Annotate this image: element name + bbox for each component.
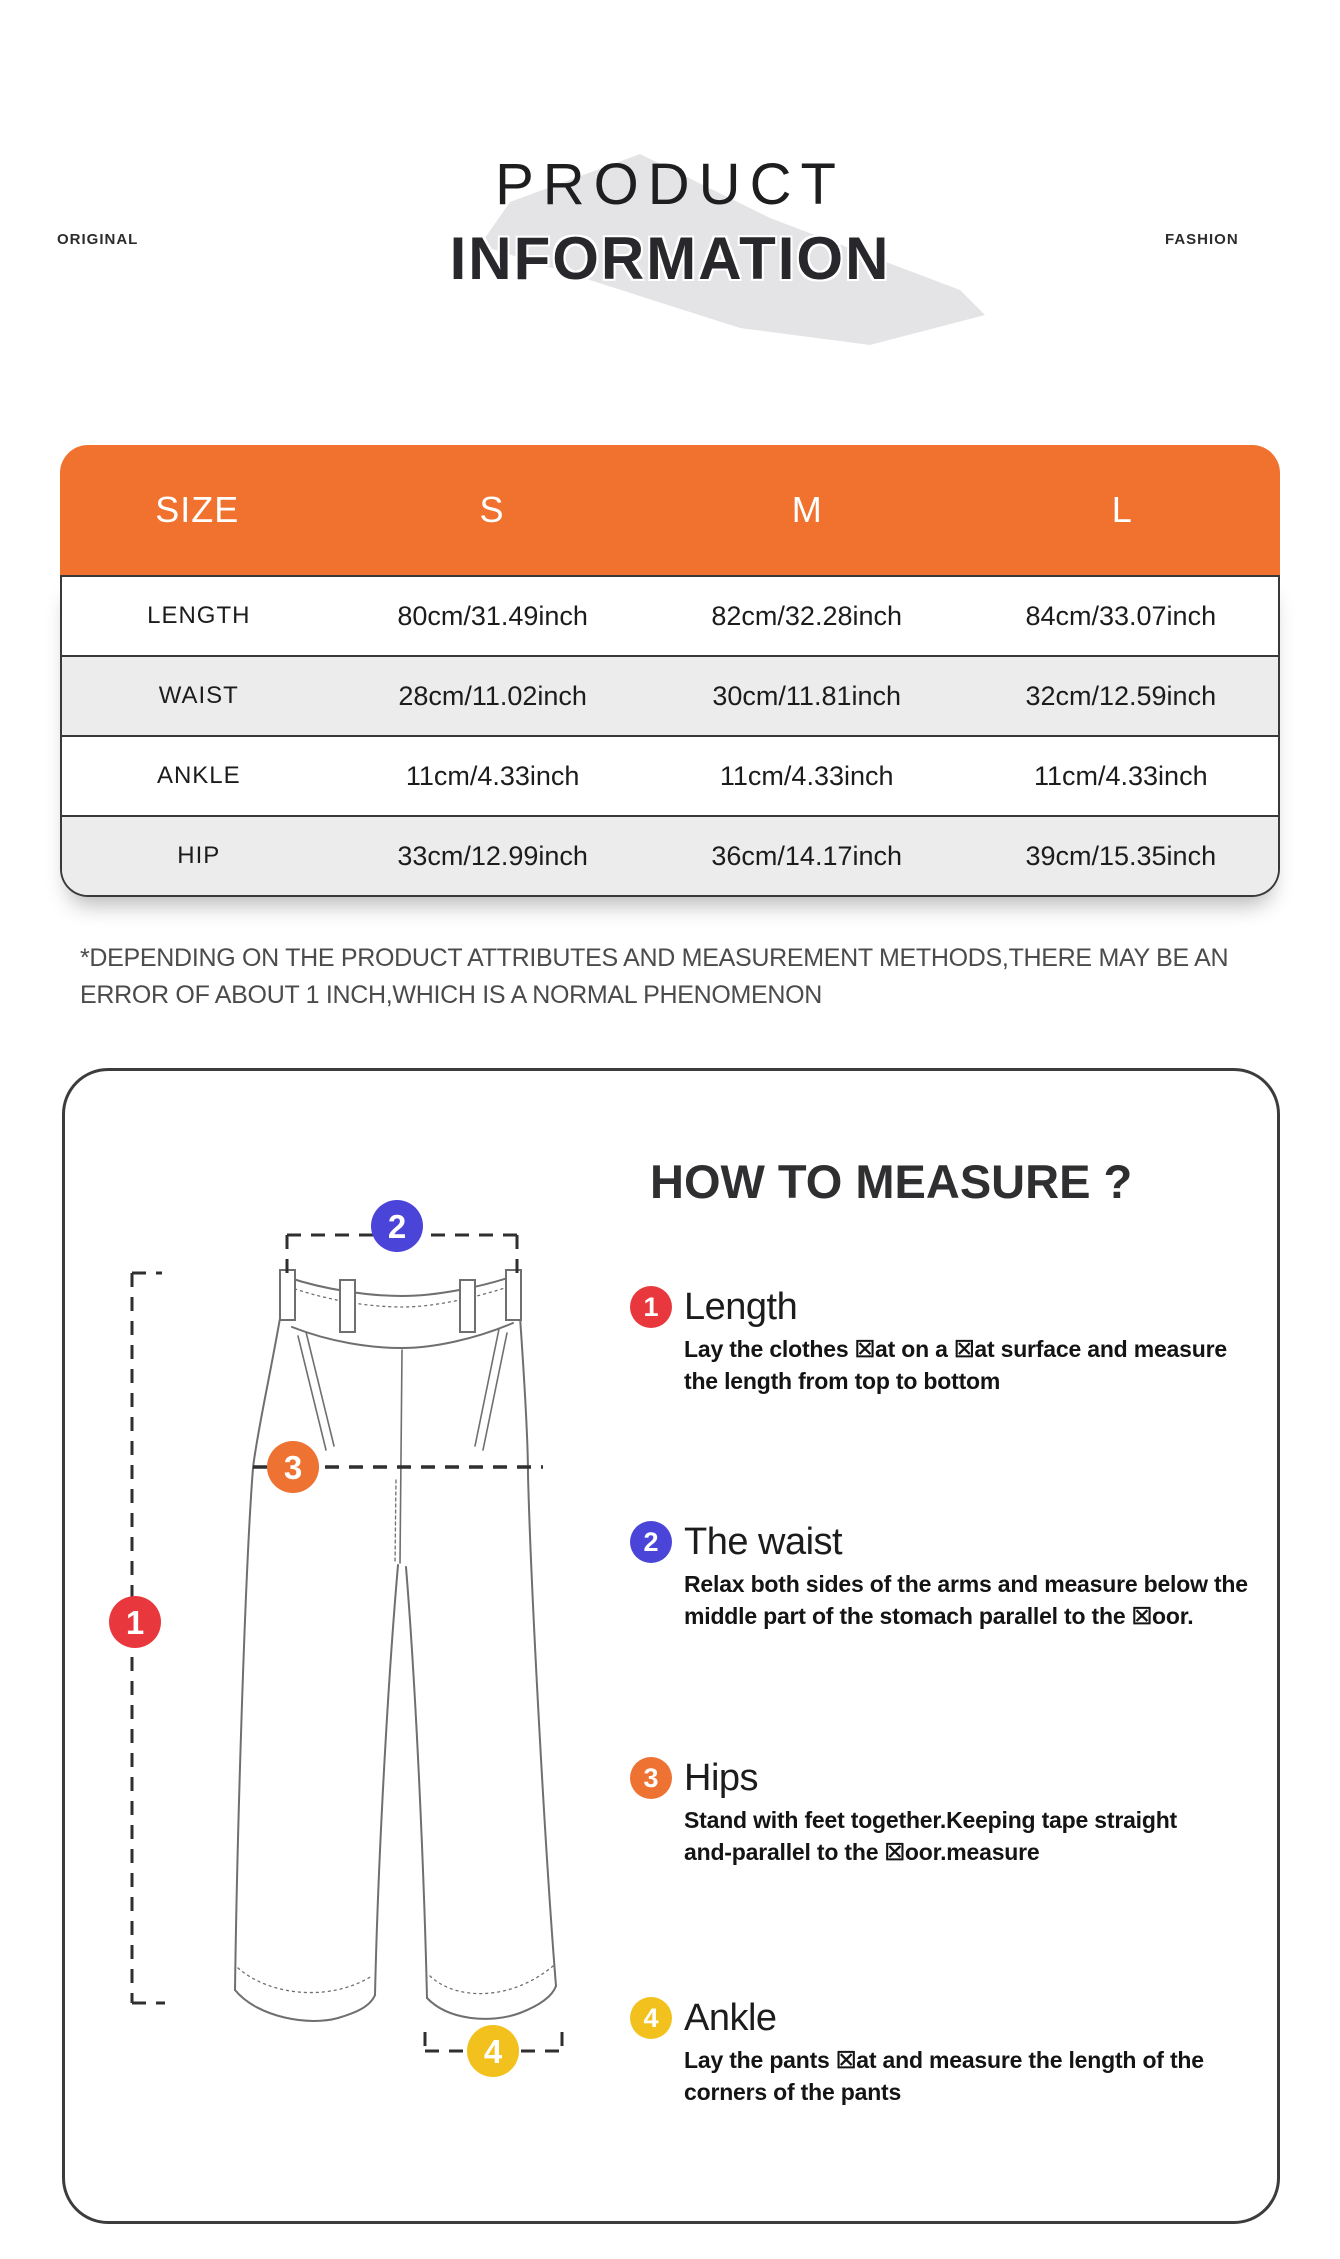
svg-text:2: 2 (387, 1208, 407, 1245)
step-4-badge (630, 1997, 672, 2039)
measure-step-hips (630, 1756, 1260, 1868)
step-4-desc-line2: corners of the pants (684, 2079, 902, 2105)
disclaimer-note (80, 940, 1280, 1014)
row-label: WAIST (158, 682, 239, 709)
header-label-fashion: FASHION (1165, 231, 1239, 248)
table-row-ankle (62, 735, 1278, 815)
step-3-badge (630, 1757, 672, 1799)
svg-text:4: 4 (483, 2033, 503, 2070)
header-label-original: ORIGINAL (57, 231, 139, 248)
step-head (630, 1756, 1260, 1800)
cell-length-s: 80cm/31.49inch (397, 600, 588, 631)
step-2-desc-line1: Relax both sides of the arms and measure below the (684, 1571, 1248, 1597)
step-2-badge (630, 1521, 672, 1563)
size-table-header-m: M (791, 489, 823, 530)
row-label: ANKLE (156, 762, 241, 789)
step-2-desc-line2: middle part of the stomach parallel to the ☒oor. (684, 1603, 1194, 1629)
cell-waist-l: 32cm/12.59inch (1025, 680, 1217, 711)
cell-length-l: 84cm/33.07inch (1025, 600, 1217, 631)
step-3-desc-line2: and-parallel to the ☒oor.measure (684, 1839, 1040, 1865)
diagram-marker-length (109, 1596, 161, 1648)
measure-step-length (630, 1285, 1260, 1397)
diagram-marker-hips (267, 1441, 319, 1493)
step-head (630, 1996, 1260, 2040)
step-1-description (684, 1333, 1260, 1397)
step-1-number: 1 (643, 1291, 659, 1322)
step-4-desc-line1: Lay the pants ☒at and measure the length of the (684, 2047, 1204, 2073)
page-title-line2: INFORMATION (449, 225, 891, 292)
size-table (60, 445, 1280, 897)
step-3-heading: Hips (684, 1756, 759, 1799)
size-table-header-l: L (1111, 489, 1133, 530)
step-3-description (684, 1804, 1260, 1868)
step-2-heading: The waist (684, 1520, 843, 1563)
step-3-number: 3 (643, 1762, 659, 1793)
table-row-length (62, 575, 1278, 655)
diagram-marker-waist (371, 1200, 423, 1252)
size-table-header-size: SIZE (155, 489, 240, 530)
svg-text:3: 3 (283, 1449, 303, 1486)
row-label: LENGTH (147, 602, 251, 629)
step-2-description (684, 1568, 1260, 1632)
step-3-desc-line1: Stand with feet together.Keeping tape straight (684, 1807, 1178, 1833)
belt-loops (280, 1270, 521, 1332)
step-head (630, 1285, 1260, 1329)
disclaimer-line2: ERROR OF ABOUT 1 INCH,WHICH IS A NORMAL PHENOMENON (80, 981, 823, 1009)
how-to-measure-title: HOW TO MEASURE ? (650, 1155, 1133, 1208)
step-1-desc-line1: Lay the clothes ☒at on a ☒at surface and measure (684, 1336, 1227, 1362)
cell-hip-m: 36cm/14.17inch (711, 840, 903, 871)
step-4-heading: Ankle (684, 1996, 777, 2039)
row-label: HIP (177, 842, 221, 869)
measure-step-waist (630, 1520, 1260, 1632)
cell-hip-s: 33cm/12.99inch (397, 840, 588, 871)
diagram-marker-ankle (467, 2025, 519, 2077)
step-2-number: 2 (643, 1526, 659, 1557)
step-1-badge (630, 1286, 672, 1328)
size-table-header-s: S (479, 489, 505, 530)
step-4-number: 4 (643, 2002, 659, 2033)
cell-ankle-s: 11cm/4.33inch (405, 760, 580, 791)
measure-step-ankle (630, 1996, 1260, 2108)
measurement-guides (132, 1235, 562, 2051)
cell-length-m: 82cm/32.28inch (711, 600, 903, 631)
table-row-hip (62, 815, 1278, 895)
table-row-waist (62, 655, 1278, 735)
cell-waist-s: 28cm/11.02inch (398, 680, 587, 711)
cell-hip-l: 39cm/15.35inch (1025, 840, 1217, 871)
step-4-description (684, 2044, 1260, 2108)
page-title-line1: PRODUCT (495, 152, 845, 217)
cell-waist-m: 30cm/11.81inch (712, 680, 902, 711)
step-1-heading: Length (684, 1285, 798, 1328)
step-1-desc-line2: the length from top to bottom (684, 1368, 1001, 1394)
pants-diagram (70, 1120, 630, 2130)
disclaimer-line1: *DEPENDING ON THE PRODUCT ATTRIBUTES AND MEASUREMENT METHODS,THERE MAY BE AN (80, 944, 1229, 972)
cell-ankle-l: 11cm/4.33inch (1033, 760, 1208, 791)
step-head (630, 1520, 1260, 1564)
size-table-body (60, 575, 1280, 897)
svg-text:1: 1 (125, 1604, 145, 1641)
pants-outline (235, 1270, 556, 2021)
cell-ankle-m: 11cm/4.33inch (719, 760, 894, 791)
size-table-header-row (60, 445, 1280, 575)
